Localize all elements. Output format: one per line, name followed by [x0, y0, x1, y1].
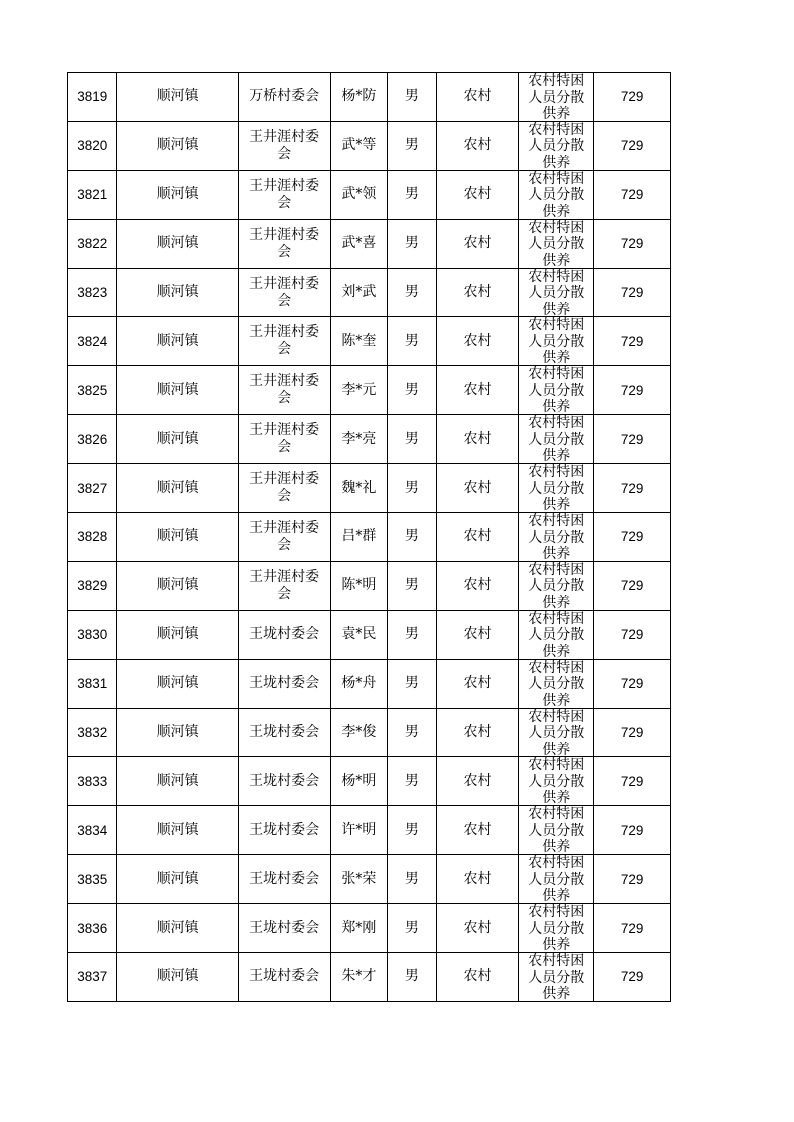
support-category-cell [519, 806, 594, 855]
amount-cell: 729 [594, 513, 671, 562]
gender-cell: 男 [388, 513, 436, 562]
support-category-cell [519, 219, 594, 268]
gender-cell: 男 [388, 659, 436, 708]
support-category-cell [519, 464, 594, 513]
row-number-cell: 3834 [68, 806, 117, 855]
town-cell: 顺河镇 [117, 806, 238, 855]
person-name-cell: 袁*民 [330, 610, 388, 659]
table-row [68, 904, 671, 953]
table-row [68, 73, 671, 122]
person-name-cell: 刘*武 [330, 268, 388, 317]
person-name-cell: 杨*明 [330, 757, 388, 806]
support-category-text: 农村特困人员分散供养 [528, 121, 585, 169]
household-type-cell: 农村 [436, 757, 519, 806]
amount-cell: 729 [594, 317, 671, 366]
row-number-cell: 3833 [68, 757, 117, 806]
table-row [68, 610, 671, 659]
table-row [68, 953, 671, 1002]
support-category-cell [519, 73, 594, 122]
household-type-cell: 农村 [436, 415, 519, 464]
town-cell: 顺河镇 [117, 757, 238, 806]
gender-cell: 男 [388, 366, 436, 415]
household-type-cell: 农村 [436, 513, 519, 562]
village-cell: 王垅村委会 [238, 610, 330, 659]
gender-cell: 男 [388, 708, 436, 757]
support-category-text: 农村特困人员分散供养 [528, 219, 585, 267]
amount-cell: 729 [594, 170, 671, 219]
table-row [68, 366, 671, 415]
town-cell: 顺河镇 [117, 170, 238, 219]
support-category-text: 农村特困人员分散供养 [528, 415, 585, 463]
amount-cell: 729 [594, 464, 671, 513]
household-type-cell: 农村 [436, 268, 519, 317]
amount-cell: 729 [594, 121, 671, 170]
gender-cell: 男 [388, 219, 436, 268]
household-type-cell: 农村 [436, 170, 519, 219]
row-number-cell: 3830 [68, 610, 117, 659]
person-name-cell: 杨*防 [330, 73, 388, 122]
support-category-cell [519, 610, 594, 659]
village-cell: 王井涯村委会 [238, 219, 330, 268]
support-category-text: 农村特困人员分散供养 [528, 708, 585, 756]
person-name-cell: 许*明 [330, 806, 388, 855]
town-cell: 顺河镇 [117, 953, 238, 1002]
support-category-cell [519, 708, 594, 757]
household-type-cell: 农村 [436, 121, 519, 170]
village-cell: 王井涯村委会 [238, 561, 330, 610]
support-category-text: 农村特困人员分散供养 [528, 806, 585, 854]
table-row [68, 464, 671, 513]
support-category-text: 农村特困人员分散供养 [528, 904, 585, 952]
table-row [68, 317, 671, 366]
support-category-text: 农村特困人员分散供养 [528, 659, 585, 707]
village-cell: 王垅村委会 [238, 953, 330, 1002]
row-number-cell: 3820 [68, 121, 117, 170]
table-row [68, 561, 671, 610]
gender-cell: 男 [388, 953, 436, 1002]
table-row [68, 806, 671, 855]
household-type-cell: 农村 [436, 904, 519, 953]
household-type-cell: 农村 [436, 317, 519, 366]
household-type-cell: 农村 [436, 659, 519, 708]
row-number-cell: 3836 [68, 904, 117, 953]
table-body [68, 73, 671, 1002]
amount-cell: 729 [594, 366, 671, 415]
table-row [68, 219, 671, 268]
gender-cell: 男 [388, 806, 436, 855]
town-cell: 顺河镇 [117, 610, 238, 659]
gender-cell: 男 [388, 757, 436, 806]
person-name-cell: 武*等 [330, 121, 388, 170]
table-row [68, 121, 671, 170]
gender-cell: 男 [388, 904, 436, 953]
amount-cell: 729 [594, 953, 671, 1002]
support-category-cell [519, 121, 594, 170]
support-category-cell [519, 904, 594, 953]
household-type-cell: 农村 [436, 219, 519, 268]
beneficiary-table [67, 72, 671, 1002]
support-category-cell [519, 513, 594, 562]
household-type-cell: 农村 [436, 953, 519, 1002]
person-name-cell: 李*俊 [330, 708, 388, 757]
town-cell: 顺河镇 [117, 415, 238, 464]
amount-cell: 729 [594, 219, 671, 268]
support-category-text: 农村特困人员分散供养 [528, 170, 585, 218]
row-number-cell: 3823 [68, 268, 117, 317]
village-cell: 王垅村委会 [238, 806, 330, 855]
support-category-cell [519, 170, 594, 219]
household-type-cell: 农村 [436, 73, 519, 122]
person-name-cell: 陈*奎 [330, 317, 388, 366]
row-number-cell: 3829 [68, 561, 117, 610]
village-cell: 王垅村委会 [238, 757, 330, 806]
village-cell: 王垅村委会 [238, 855, 330, 904]
support-category-cell [519, 659, 594, 708]
village-cell: 王井涯村委会 [238, 170, 330, 219]
row-number-cell: 3835 [68, 855, 117, 904]
table-row [68, 268, 671, 317]
support-category-cell [519, 366, 594, 415]
table-row [68, 659, 671, 708]
town-cell: 顺河镇 [117, 513, 238, 562]
support-category-text: 农村特困人员分散供养 [528, 317, 585, 365]
town-cell: 顺河镇 [117, 904, 238, 953]
amount-cell: 729 [594, 73, 671, 122]
table-row [68, 855, 671, 904]
row-number-cell: 3828 [68, 513, 117, 562]
support-category-text: 农村特困人员分散供养 [528, 513, 585, 561]
row-number-cell: 3831 [68, 659, 117, 708]
row-number-cell: 3821 [68, 170, 117, 219]
town-cell: 顺河镇 [117, 366, 238, 415]
village-cell: 王垅村委会 [238, 904, 330, 953]
amount-cell: 729 [594, 708, 671, 757]
person-name-cell: 郑*刚 [330, 904, 388, 953]
row-number-cell: 3832 [68, 708, 117, 757]
village-cell: 王井涯村委会 [238, 268, 330, 317]
gender-cell: 男 [388, 855, 436, 904]
household-type-cell: 农村 [436, 561, 519, 610]
town-cell: 顺河镇 [117, 659, 238, 708]
support-category-text: 农村特困人员分散供养 [528, 366, 585, 414]
town-cell: 顺河镇 [117, 219, 238, 268]
support-category-text: 农村特困人员分散供养 [528, 464, 585, 512]
row-number-cell: 3837 [68, 953, 117, 1002]
amount-cell: 729 [594, 610, 671, 659]
support-category-text: 农村特困人员分散供养 [528, 953, 585, 1001]
amount-cell: 729 [594, 806, 671, 855]
support-category-text: 农村特困人员分散供养 [528, 561, 585, 609]
support-category-text: 农村特困人员分散供养 [528, 757, 585, 805]
support-category-cell [519, 317, 594, 366]
row-number-cell: 3824 [68, 317, 117, 366]
support-category-text: 农村特困人员分散供养 [528, 610, 585, 658]
person-name-cell: 吕*群 [330, 513, 388, 562]
table-row [68, 708, 671, 757]
village-cell: 王井涯村委会 [238, 415, 330, 464]
village-cell: 王井涯村委会 [238, 121, 330, 170]
amount-cell: 729 [594, 659, 671, 708]
village-cell: 王垅村委会 [238, 659, 330, 708]
person-name-cell: 朱*才 [330, 953, 388, 1002]
support-category-cell [519, 953, 594, 1002]
household-type-cell: 农村 [436, 806, 519, 855]
support-category-text: 农村特困人员分散供养 [528, 268, 585, 316]
gender-cell: 男 [388, 121, 436, 170]
row-number-cell: 3822 [68, 219, 117, 268]
town-cell: 顺河镇 [117, 561, 238, 610]
row-number-cell: 3827 [68, 464, 117, 513]
village-cell: 万桥村委会 [238, 73, 330, 122]
town-cell: 顺河镇 [117, 317, 238, 366]
person-name-cell: 李*亮 [330, 415, 388, 464]
person-name-cell: 杨*舟 [330, 659, 388, 708]
household-type-cell: 农村 [436, 855, 519, 904]
amount-cell: 729 [594, 855, 671, 904]
table-row [68, 513, 671, 562]
household-type-cell: 农村 [436, 708, 519, 757]
person-name-cell: 张*荣 [330, 855, 388, 904]
gender-cell: 男 [388, 415, 436, 464]
village-cell: 王井涯村委会 [238, 317, 330, 366]
gender-cell: 男 [388, 464, 436, 513]
support-category-cell [519, 561, 594, 610]
household-type-cell: 农村 [436, 464, 519, 513]
gender-cell: 男 [388, 317, 436, 366]
town-cell: 顺河镇 [117, 464, 238, 513]
person-name-cell: 魏*礼 [330, 464, 388, 513]
row-number-cell: 3819 [68, 73, 117, 122]
amount-cell: 729 [594, 268, 671, 317]
support-category-cell [519, 268, 594, 317]
support-category-text: 农村特困人员分散供养 [528, 855, 585, 903]
support-category-cell [519, 415, 594, 464]
table-row [68, 170, 671, 219]
person-name-cell: 武*领 [330, 170, 388, 219]
gender-cell: 男 [388, 73, 436, 122]
gender-cell: 男 [388, 170, 436, 219]
gender-cell: 男 [388, 561, 436, 610]
village-cell: 王井涯村委会 [238, 513, 330, 562]
table-row [68, 757, 671, 806]
person-name-cell: 李*元 [330, 366, 388, 415]
row-number-cell: 3826 [68, 415, 117, 464]
support-category-cell [519, 757, 594, 806]
support-category-cell [519, 855, 594, 904]
row-number-cell: 3825 [68, 366, 117, 415]
village-cell: 王井涯村委会 [238, 464, 330, 513]
person-name-cell: 武*喜 [330, 219, 388, 268]
gender-cell: 男 [388, 268, 436, 317]
town-cell: 顺河镇 [117, 708, 238, 757]
support-category-text: 农村特困人员分散供养 [528, 73, 585, 120]
town-cell: 顺河镇 [117, 855, 238, 904]
amount-cell: 729 [594, 415, 671, 464]
town-cell: 顺河镇 [117, 268, 238, 317]
town-cell: 顺河镇 [117, 121, 238, 170]
amount-cell: 729 [594, 904, 671, 953]
amount-cell: 729 [594, 561, 671, 610]
gender-cell: 男 [388, 610, 436, 659]
amount-cell: 729 [594, 757, 671, 806]
table-row [68, 415, 671, 464]
household-type-cell: 农村 [436, 366, 519, 415]
household-type-cell: 农村 [436, 610, 519, 659]
village-cell: 王井涯村委会 [238, 366, 330, 415]
person-name-cell: 陈*明 [330, 561, 388, 610]
village-cell: 王垅村委会 [238, 708, 330, 757]
town-cell: 顺河镇 [117, 73, 238, 122]
